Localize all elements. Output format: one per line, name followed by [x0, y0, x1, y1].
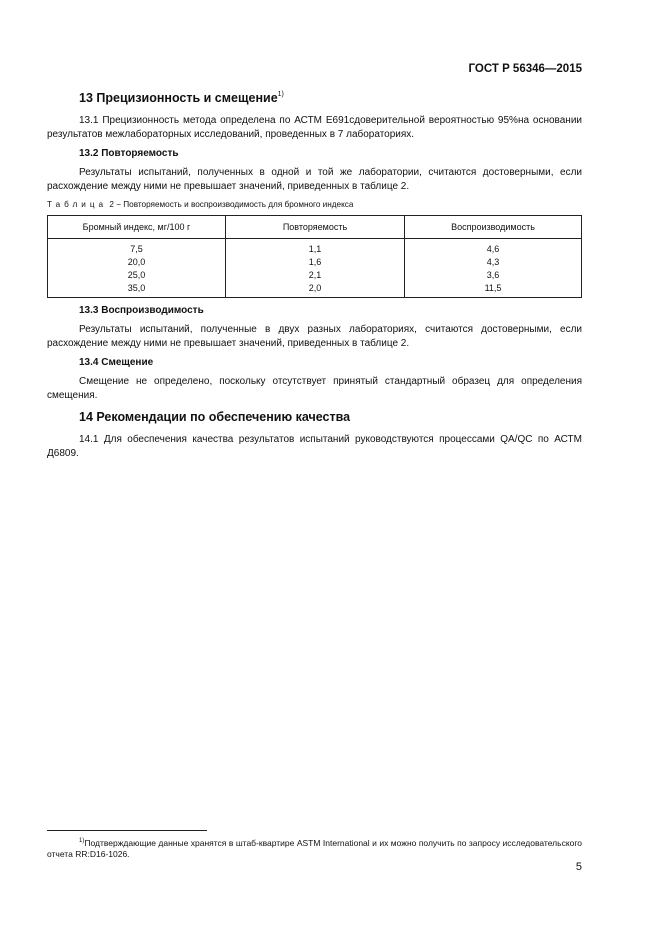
- table-row: [48, 256, 582, 269]
- cell-repeatability: 2,0: [226, 282, 405, 298]
- paragraph-13-1: 13.1 Прецизионность метода определена по АСТМ Е691сдоверительной вероятностью 95%на основании результатов межлабораторных исследований, проведенных в 7 лабораториях.: [47, 115, 582, 140]
- table-2-caption: [47, 199, 582, 211]
- paragraph-13-2: Результаты испытаний, полученных в одной и той же лаборатории, считаются достоверными, если расхождение между ними не превышает значений, приведенных в таблице 2.: [47, 167, 582, 192]
- cell-reproducibility: 3,6: [405, 269, 582, 282]
- section-14-title: 14 Рекомендации по обеспечению качества: [79, 410, 351, 424]
- col-header-bromine-index: Бромный индекс, мг/100 г: [48, 216, 226, 239]
- cell-bromine-index: 7,5: [48, 239, 226, 257]
- paragraph-14-1: 14.1 Для обеспечения качества результатов испытаний руководствуются процессами QA/QC по АСТМ Д6809.: [47, 434, 582, 459]
- table-2: [47, 215, 582, 298]
- section-13-title: [79, 86, 582, 107]
- page-content: [47, 86, 582, 466]
- cell-reproducibility: 4,6: [405, 239, 582, 257]
- footnote-mark: 1): [79, 838, 85, 844]
- paragraph-13-4: Смещение не определено, поскольку отсутствует принятый стандартный образец для определения смещения.: [47, 376, 582, 401]
- table-row: [48, 239, 582, 257]
- cell-repeatability: 2,1: [226, 269, 405, 282]
- footnote-text: Подтверждающие данные хранятся в штаб-квартире ASTM International и их можно получить по запросу исследовательского отчета RR:D16-1026.: [47, 838, 582, 859]
- cell-repeatability: 1,1: [226, 239, 405, 257]
- table-row: [48, 282, 582, 298]
- cell-repeatability: 1,6: [226, 256, 405, 269]
- col-header-reproducibility: Воспроизводимость: [405, 216, 582, 239]
- footnote: [47, 836, 582, 860]
- section-13-title-text: 13 Прецизионность и смещение: [79, 91, 278, 105]
- cell-bromine-index: 25,0: [48, 269, 226, 282]
- col-header-repeatability: Повторяемость: [226, 216, 405, 239]
- cell-bromine-index: 35,0: [48, 282, 226, 298]
- document-code: ГОСТ Р 56346—2015: [468, 63, 582, 75]
- cell-bromine-index: 20,0: [48, 256, 226, 269]
- footnote-marker: 1): [277, 91, 284, 98]
- table-caption-label: Таблица: [47, 200, 108, 209]
- cell-reproducibility: 11,5: [405, 282, 582, 298]
- table-caption-text: 2 − Повторяемость и воспроизводимость для бромного индекса: [107, 200, 354, 209]
- footnote-divider: [47, 830, 207, 831]
- cell-reproducibility: 4,3: [405, 256, 582, 269]
- table-header-row: [48, 216, 582, 239]
- table-row: [48, 269, 582, 282]
- subsection-13-4-title: 13.4 Смещение: [79, 357, 154, 368]
- page-number: 5: [575, 861, 582, 873]
- paragraph-13-3: Результаты испытаний, полученные в двух разных лабораториях, считаются достоверными, если расхождение между ними не превышает значений, приведенных в таблице 2.: [47, 324, 582, 349]
- subsection-13-3-title: 13.3 Воспроизводимость: [79, 305, 204, 316]
- subsection-13-2-title: 13.2 Повторяемость: [79, 148, 179, 159]
